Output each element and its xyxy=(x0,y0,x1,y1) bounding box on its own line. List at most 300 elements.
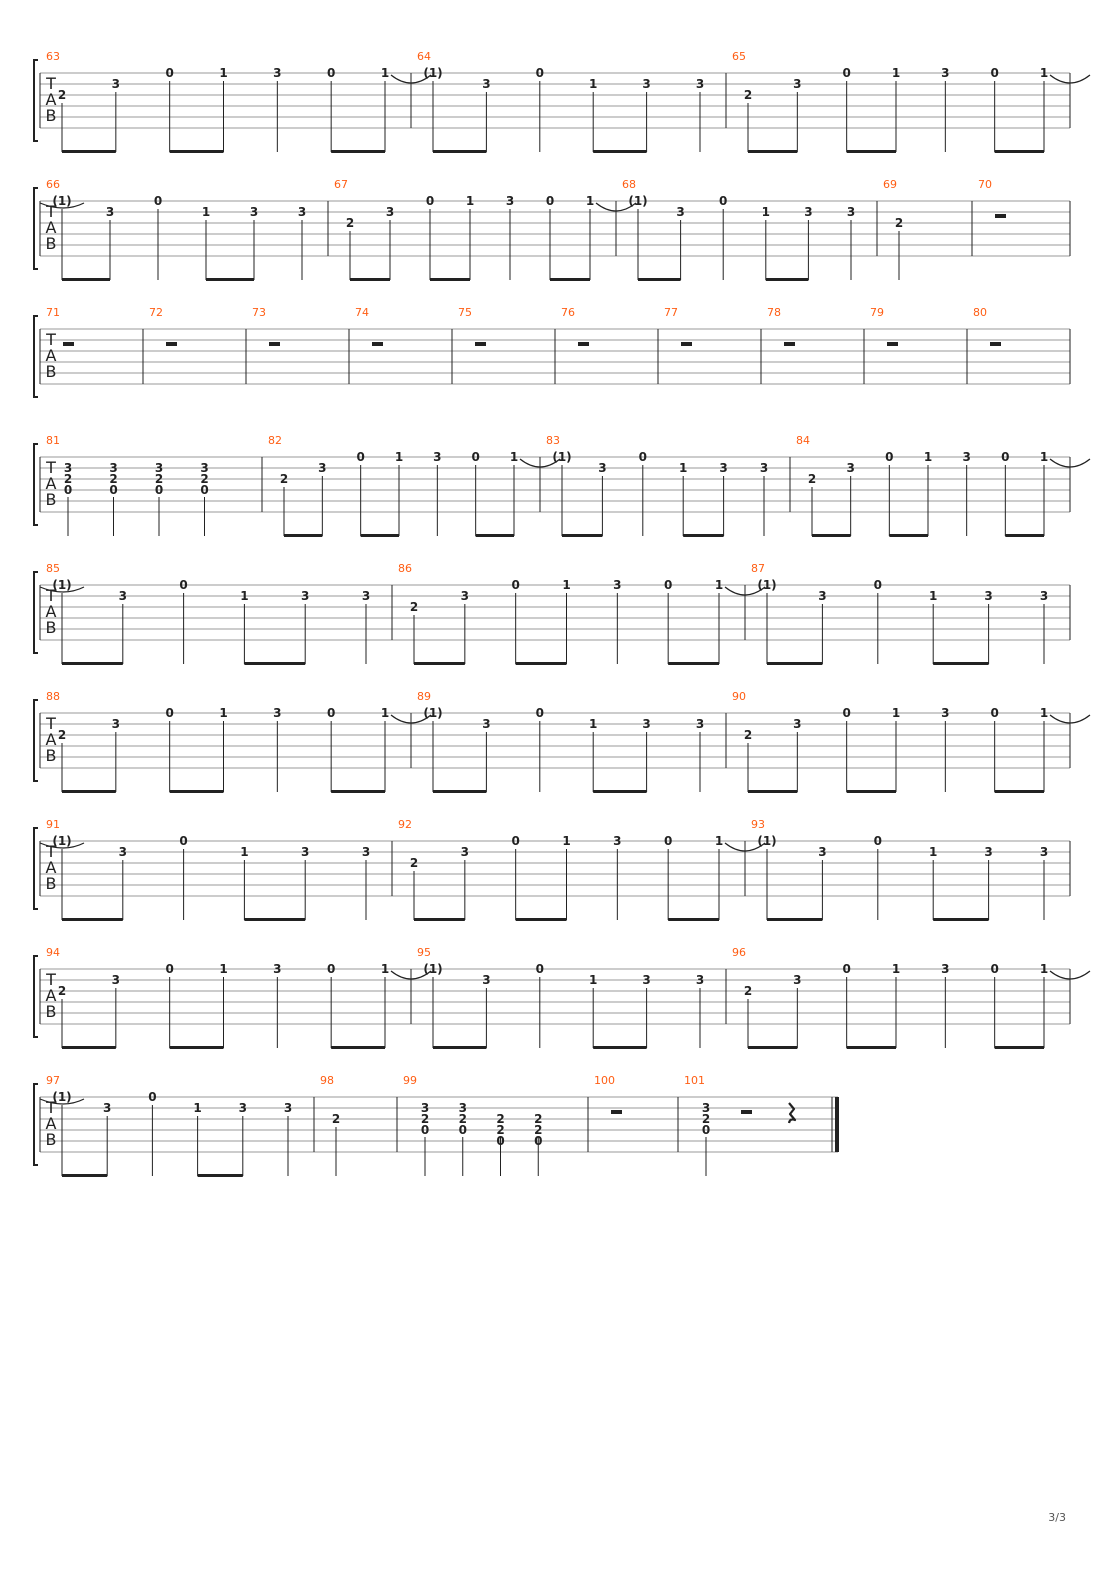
eighth-beam xyxy=(430,278,470,281)
fret-number: (1) xyxy=(52,834,72,848)
tab-clef-a: A xyxy=(45,218,57,237)
fret-number: 3 xyxy=(505,194,515,208)
fret-number: 3 xyxy=(361,845,371,859)
system-bracket xyxy=(34,700,38,781)
fret-number: 3 xyxy=(301,589,310,603)
tab-clef-t: T xyxy=(46,842,56,861)
fret-number: 3 xyxy=(103,1101,112,1115)
fret-number: 2 xyxy=(420,1112,430,1126)
measure-number: 97 xyxy=(46,1074,60,1087)
fret-number: 3 xyxy=(642,717,651,731)
eighth-beam xyxy=(562,534,602,537)
eighth-beam xyxy=(933,918,988,921)
fret-number: 1 xyxy=(219,962,228,976)
eighth-beam xyxy=(812,534,851,537)
eighth-beam xyxy=(62,1046,116,1049)
measure-number: 79 xyxy=(870,306,884,319)
eighth-beam xyxy=(995,150,1044,153)
fret-number: 3 xyxy=(433,450,442,464)
eighth-beam xyxy=(550,278,590,281)
fret-number: 2 xyxy=(701,1112,711,1126)
eighth-beam xyxy=(593,150,646,153)
measure-number: 85 xyxy=(46,562,60,575)
fret-number: 3 xyxy=(482,77,491,91)
eighth-beam xyxy=(995,1046,1044,1049)
fret-number: 3 xyxy=(200,461,209,475)
eighth-beam xyxy=(170,1046,224,1049)
fret-number: 2 xyxy=(200,472,209,486)
fret-number: 3 xyxy=(818,589,827,603)
tab-clef-a: A xyxy=(45,1114,57,1133)
fret-number: 3 xyxy=(984,845,993,859)
fret-number: 3 xyxy=(613,834,622,848)
final-barline-thick xyxy=(835,1097,839,1152)
system-bracket xyxy=(34,60,38,141)
fret-number: 1 xyxy=(714,834,724,848)
tab-clef-a: A xyxy=(45,602,57,621)
fret-number: 1 xyxy=(1039,962,1049,976)
fret-number: 0 xyxy=(154,483,164,497)
fret-number: 3 xyxy=(460,845,470,859)
tab-clef-t: T xyxy=(46,458,56,477)
measure-number: 74 xyxy=(355,306,369,319)
eighth-beam xyxy=(889,534,928,537)
fret-number: 0 xyxy=(534,1134,543,1148)
eighth-beam xyxy=(668,918,719,921)
fret-number: 0 xyxy=(511,834,520,848)
fret-number: 0 xyxy=(165,962,174,976)
fret-number: 3 xyxy=(695,717,705,731)
fret-number: 2 xyxy=(534,1112,543,1126)
fret-number: 0 xyxy=(109,483,118,497)
eighth-beam xyxy=(361,534,399,537)
fret-number: 3 xyxy=(984,589,993,603)
fret-number: 0 xyxy=(165,706,174,720)
tab-clef-a: A xyxy=(45,474,57,493)
quarter-rest xyxy=(789,1103,795,1123)
fret-number: 0 xyxy=(638,450,647,464)
measure-number: 93 xyxy=(751,818,765,831)
fret-number: 1 xyxy=(929,845,938,859)
fret-number: 3 xyxy=(482,717,491,731)
fret-number: 0 xyxy=(420,1123,430,1137)
half-rest xyxy=(166,342,177,346)
measure-number: 95 xyxy=(417,946,431,959)
eighth-beam xyxy=(206,278,254,281)
eighth-beam xyxy=(748,790,797,793)
fret-number: 0 xyxy=(179,834,188,848)
half-rest xyxy=(269,342,280,346)
fret-number: 3 xyxy=(1039,845,1049,859)
half-rest xyxy=(611,1110,622,1114)
fret-number: 3 xyxy=(793,717,802,731)
fret-number: 0 xyxy=(1001,450,1010,464)
measure-number: 68 xyxy=(622,178,636,191)
half-rest xyxy=(475,342,486,346)
eighth-beam xyxy=(748,1046,797,1049)
fret-number: 1 xyxy=(394,450,404,464)
eighth-beam xyxy=(766,278,809,281)
measure-number: 91 xyxy=(46,818,60,831)
eighth-beam xyxy=(244,662,305,665)
fret-number: 2 xyxy=(534,1123,543,1137)
fret-number: 0 xyxy=(535,962,544,976)
fret-number: 3 xyxy=(846,205,856,219)
fret-number: 3 xyxy=(695,973,705,987)
fret-number: 3 xyxy=(804,205,813,219)
half-rest xyxy=(990,342,1001,346)
tab-clef-t: T xyxy=(46,202,56,221)
system-bracket xyxy=(34,316,38,397)
half-rest xyxy=(372,342,383,346)
fret-number: 3 xyxy=(642,973,651,987)
fret-number: 2 xyxy=(409,856,419,870)
tab-clef-b: B xyxy=(45,746,57,765)
measure-number: 90 xyxy=(732,690,746,703)
fret-number: 3 xyxy=(301,845,310,859)
fret-number: 2 xyxy=(57,984,67,998)
measure-number: 63 xyxy=(46,50,60,63)
fret-number: (1) xyxy=(52,194,72,208)
measure-number: 77 xyxy=(664,306,678,319)
fret-number: 2 xyxy=(458,1112,467,1126)
fret-number: 0 xyxy=(458,1123,467,1137)
fret-number: 1 xyxy=(240,845,249,859)
fret-number: 3 xyxy=(238,1101,247,1115)
tab-clef-b: B xyxy=(45,618,57,637)
half-rest xyxy=(681,342,692,346)
fret-number: 1 xyxy=(562,834,571,848)
fret-number: 3 xyxy=(941,706,950,720)
tab-clef-t: T xyxy=(46,1098,56,1117)
eighth-beam xyxy=(748,150,797,153)
fret-number: 0 xyxy=(535,66,544,80)
eighth-beam xyxy=(62,150,116,153)
fret-number: 0 xyxy=(990,706,999,720)
fret-number: 3 xyxy=(297,205,307,219)
fret-number: 1 xyxy=(589,717,598,731)
measure-number: 71 xyxy=(46,306,60,319)
fret-number: 3 xyxy=(118,589,127,603)
measure-number: 87 xyxy=(751,562,765,575)
fret-number: 0 xyxy=(326,66,336,80)
tab-clef-a: A xyxy=(45,858,57,877)
eighth-beam xyxy=(847,1046,896,1049)
tab-clef-b: B xyxy=(45,362,57,381)
eighth-beam xyxy=(995,790,1044,793)
fret-number: 1 xyxy=(465,194,475,208)
eighth-beam xyxy=(331,1046,385,1049)
fret-number: 2 xyxy=(894,216,904,230)
fret-number: 1 xyxy=(714,578,724,592)
tab-clef-t: T xyxy=(46,714,56,733)
tab-clef-b: B xyxy=(45,874,57,893)
fret-number: 1 xyxy=(585,194,595,208)
fret-number: (1) xyxy=(52,1090,72,1104)
fret-number: 1 xyxy=(1039,450,1049,464)
fret-number: 0 xyxy=(885,450,894,464)
measure-number: 96 xyxy=(732,946,746,959)
fret-number: 0 xyxy=(535,706,544,720)
eighth-beam xyxy=(593,1046,646,1049)
fret-number: (1) xyxy=(552,450,572,464)
tab-clef-a: A xyxy=(45,730,57,749)
measure-number: 99 xyxy=(403,1074,417,1087)
fret-number: (1) xyxy=(423,66,443,80)
measure-number: 94 xyxy=(46,946,60,959)
fret-number: (1) xyxy=(757,578,777,592)
fret-number: 1 xyxy=(891,66,901,80)
fret-number: 3 xyxy=(273,706,282,720)
fret-number: (1) xyxy=(757,834,777,848)
measure-number: 78 xyxy=(767,306,781,319)
fret-number: 3 xyxy=(642,77,651,91)
eighth-beam xyxy=(433,1046,486,1049)
fret-number: 1 xyxy=(509,450,519,464)
fret-number: 1 xyxy=(1039,706,1049,720)
measure-number: 81 xyxy=(46,434,60,447)
fret-number: 3 xyxy=(818,845,827,859)
fret-number: 0 xyxy=(842,706,851,720)
measure-number: 70 xyxy=(978,178,992,191)
fret-number: 0 xyxy=(326,962,336,976)
fret-number: 2 xyxy=(63,472,73,486)
eighth-beam xyxy=(331,790,385,793)
fret-number: 2 xyxy=(279,472,289,486)
fret-number: 3 xyxy=(793,77,802,91)
fret-number: 3 xyxy=(458,1101,467,1115)
fret-number: 0 xyxy=(425,194,435,208)
eighth-beam xyxy=(350,278,390,281)
tab-clef-a: A xyxy=(45,346,57,365)
fret-number: 3 xyxy=(361,589,371,603)
fret-number: 2 xyxy=(154,472,164,486)
fret-number: 1 xyxy=(380,66,390,80)
fret-number: 0 xyxy=(153,194,163,208)
fret-number: 3 xyxy=(118,845,127,859)
eighth-beam xyxy=(767,918,822,921)
fret-number: 0 xyxy=(165,66,174,80)
fret-number: 0 xyxy=(511,578,520,592)
fret-number: 0 xyxy=(842,66,851,80)
fret-number: 0 xyxy=(63,483,73,497)
fret-number: 1 xyxy=(891,706,901,720)
half-rest xyxy=(995,214,1006,218)
fret-number: 3 xyxy=(385,205,395,219)
fret-number: 3 xyxy=(111,77,121,91)
fret-number: 2 xyxy=(57,728,67,742)
eighth-beam xyxy=(170,150,224,153)
fret-number: 1 xyxy=(923,450,933,464)
fret-number: 3 xyxy=(941,962,950,976)
eighth-beam xyxy=(414,918,465,921)
half-rest xyxy=(63,342,74,346)
fret-number: (1) xyxy=(423,706,443,720)
eighth-beam xyxy=(516,662,567,665)
fret-number: 2 xyxy=(57,88,67,102)
measure-number: 84 xyxy=(796,434,810,447)
eighth-beam xyxy=(62,1174,107,1177)
eighth-beam xyxy=(593,790,646,793)
fret-number: 3 xyxy=(111,717,121,731)
eighth-beam xyxy=(638,278,681,281)
fret-number: 0 xyxy=(326,706,336,720)
system-bracket xyxy=(34,444,38,525)
fret-number: 3 xyxy=(482,973,491,987)
eighth-beam xyxy=(433,790,486,793)
half-rest xyxy=(887,342,898,346)
measure-number: 76 xyxy=(561,306,575,319)
fret-number: 1 xyxy=(562,578,571,592)
fret-number: 3 xyxy=(676,205,685,219)
fret-number: 2 xyxy=(109,472,118,486)
tab-clef-t: T xyxy=(46,586,56,605)
fret-number: 0 xyxy=(990,66,999,80)
fret-number: 3 xyxy=(701,1101,711,1115)
fret-number: 3 xyxy=(719,461,728,475)
eighth-beam xyxy=(668,662,719,665)
fret-number: 0 xyxy=(842,962,851,976)
fret-number: 1 xyxy=(761,205,770,219)
fret-number: 1 xyxy=(201,205,211,219)
fret-number: 2 xyxy=(743,728,753,742)
measure-number: 88 xyxy=(46,690,60,703)
measure-number: 66 xyxy=(46,178,60,191)
fret-number: 0 xyxy=(471,450,480,464)
fret-number: 1 xyxy=(219,66,228,80)
fret-number: 3 xyxy=(273,66,282,80)
half-rest xyxy=(578,342,589,346)
measure-number: 69 xyxy=(883,178,897,191)
fret-number: 0 xyxy=(200,483,209,497)
tab-clef-b: B xyxy=(45,234,57,253)
fret-number: 0 xyxy=(663,578,673,592)
fret-number: 2 xyxy=(807,472,817,486)
fret-number: 3 xyxy=(759,461,769,475)
fret-number: 3 xyxy=(318,461,327,475)
fret-number: 2 xyxy=(496,1123,505,1137)
fret-number: 0 xyxy=(496,1134,505,1148)
fret-number: 3 xyxy=(273,962,282,976)
eighth-beam xyxy=(476,534,514,537)
measure-number: 98 xyxy=(320,1074,334,1087)
fret-number: 3 xyxy=(109,461,118,475)
eighth-beam xyxy=(62,790,116,793)
eighth-beam xyxy=(516,918,567,921)
measure-number: 72 xyxy=(149,306,163,319)
fret-number: (1) xyxy=(628,194,648,208)
fret-number: 3 xyxy=(941,66,950,80)
system-bracket xyxy=(34,1084,38,1165)
eighth-beam xyxy=(1005,534,1044,537)
fret-number: (1) xyxy=(52,578,72,592)
fret-number: 0 xyxy=(701,1123,711,1137)
half-rest xyxy=(741,1110,752,1114)
measure-number: 86 xyxy=(398,562,412,575)
measure-number: 92 xyxy=(398,818,412,831)
fret-number: 1 xyxy=(891,962,901,976)
fret-number: 0 xyxy=(873,578,882,592)
fret-number: 0 xyxy=(663,834,673,848)
fret-number: 3 xyxy=(111,973,121,987)
tab-clef-b: B xyxy=(45,1002,57,1021)
fret-number: 2 xyxy=(331,1112,341,1126)
tab-clef-b: B xyxy=(45,490,57,509)
fret-number: 3 xyxy=(420,1101,430,1115)
eighth-beam xyxy=(62,918,123,921)
fret-number: 2 xyxy=(345,216,355,230)
fret-number: 1 xyxy=(240,589,249,603)
eighth-beam xyxy=(244,918,305,921)
fret-number: 1 xyxy=(589,973,598,987)
fret-number: 3 xyxy=(1039,589,1049,603)
fret-number: (1) xyxy=(423,962,443,976)
fret-number: 3 xyxy=(154,461,164,475)
measure-number: 101 xyxy=(684,1074,705,1087)
measure-number: 73 xyxy=(252,306,266,319)
system-bracket xyxy=(34,828,38,909)
measure-number: 82 xyxy=(268,434,282,447)
eighth-beam xyxy=(62,662,123,665)
fret-number: 3 xyxy=(63,461,73,475)
measure-number: 100 xyxy=(594,1074,615,1087)
fret-number: 3 xyxy=(793,973,802,987)
system-bracket xyxy=(34,572,38,653)
eighth-beam xyxy=(847,790,896,793)
tab-clef-t: T xyxy=(46,74,56,93)
fret-number: 1 xyxy=(1039,66,1049,80)
eighth-beam xyxy=(767,662,822,665)
fret-number: 1 xyxy=(380,962,390,976)
fret-number: 3 xyxy=(962,450,971,464)
fret-number: 1 xyxy=(929,589,938,603)
system-bracket xyxy=(34,956,38,1037)
half-rest xyxy=(784,342,795,346)
tab-clef-b: B xyxy=(45,106,57,125)
eighth-beam xyxy=(933,662,988,665)
tab-clef-a: A xyxy=(45,986,57,1005)
fret-number: 0 xyxy=(545,194,555,208)
eighth-beam xyxy=(284,534,322,537)
fret-number: 2 xyxy=(743,88,753,102)
eighth-beam xyxy=(62,278,110,281)
fret-number: 0 xyxy=(873,834,882,848)
fret-number: 1 xyxy=(219,706,228,720)
system-bracket xyxy=(34,188,38,269)
fret-number: 3 xyxy=(846,461,855,475)
measure-number: 75 xyxy=(458,306,472,319)
page-number: 3/3 xyxy=(1048,1511,1066,1524)
fret-number: 3 xyxy=(613,578,622,592)
eighth-beam xyxy=(847,150,896,153)
fret-number: 0 xyxy=(719,194,728,208)
fret-number: 2 xyxy=(743,984,753,998)
measure-number: 83 xyxy=(546,434,560,447)
fret-number: 2 xyxy=(409,600,419,614)
measure-number: 64 xyxy=(417,50,431,63)
eighth-beam xyxy=(331,150,385,153)
fret-number: 1 xyxy=(589,77,598,91)
fret-number: 3 xyxy=(460,589,470,603)
measure-number: 65 xyxy=(732,50,746,63)
tab-clef-a: A xyxy=(45,90,57,109)
eighth-beam xyxy=(198,1174,243,1177)
tab-clef-b: B xyxy=(45,1130,57,1149)
fret-number: 0 xyxy=(356,450,365,464)
measure-number: 89 xyxy=(417,690,431,703)
measure-number: 67 xyxy=(334,178,348,191)
fret-number: 0 xyxy=(990,962,999,976)
